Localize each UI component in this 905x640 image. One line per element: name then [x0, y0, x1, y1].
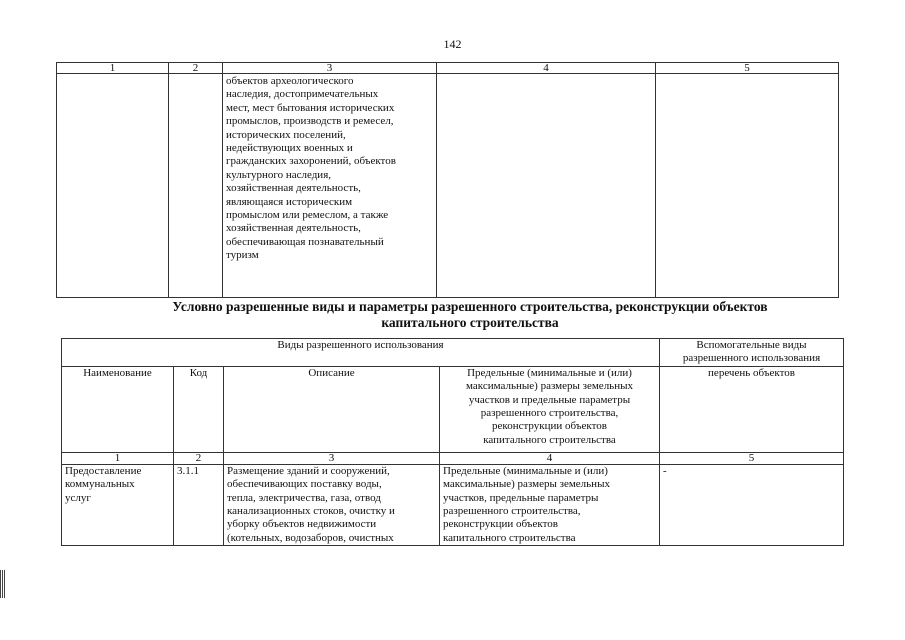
column-number: 4: [437, 63, 656, 74]
header-line: капитального строительства: [483, 433, 616, 446]
text-line: недействующих военных и: [226, 142, 353, 155]
header-line: Вспомогательные виды: [696, 339, 807, 351]
column-header-objects: перечень объектов: [660, 366, 844, 452]
column-number-row: [57, 63, 839, 74]
code-cell: 3.1.1: [174, 464, 224, 545]
text-line: мест, мест бытования исторических: [226, 101, 395, 114]
column-number: 5: [656, 63, 839, 74]
text-line: максимальные) размеры земельных: [443, 478, 610, 491]
text-line: Предоставление: [65, 464, 142, 477]
page-number: 142: [443, 37, 462, 51]
column-number: 2: [169, 63, 223, 74]
column-header-row: [62, 366, 844, 452]
continuation-table: [56, 62, 839, 298]
text-line: участков, предельные параметры: [443, 491, 599, 504]
objects-cell: [656, 74, 839, 298]
column-number: 3: [223, 63, 437, 74]
group-header-main: Виды разрешенного использования: [62, 339, 660, 367]
section-heading-line: капитального строительства: [381, 315, 559, 330]
conditional-use-table: [61, 338, 844, 546]
text-line: туризм: [226, 249, 259, 262]
name-cell: [62, 464, 174, 545]
column-header-code: Код: [174, 366, 224, 452]
objects-cell: -: [660, 464, 844, 545]
column-header-description: Описание: [224, 366, 440, 452]
text-line: канализационных стоков, очистку и: [227, 505, 395, 518]
text-line: являющаяся историческим: [226, 195, 353, 208]
text-line: услуг: [65, 491, 91, 504]
text-line: хозяйственная деятельность,: [226, 222, 361, 235]
text-line: обеспечивающих поставку воды,: [227, 478, 382, 491]
column-header-name: Наименование: [62, 366, 174, 452]
column-number: 3: [224, 452, 440, 464]
text-line: реконструкции объектов: [443, 518, 558, 531]
header-line: Предельные (минимальные и (или): [467, 366, 632, 379]
group-header-row: [62, 339, 844, 367]
text-line: (котельных, водозаборов, очистных: [227, 531, 394, 544]
text-line: капитального строительства: [443, 531, 576, 544]
column-number: 1: [57, 63, 169, 74]
table-row: [57, 74, 839, 298]
text-line: наследия, достопримечательных: [226, 88, 379, 101]
header-line: реконструкции объектов: [492, 420, 607, 433]
text-line: уборку объектов недвижимости: [227, 518, 377, 531]
group-header-aux: [660, 339, 844, 367]
column-number: 2: [174, 452, 224, 464]
description-cell: [223, 74, 437, 298]
name-cell: [57, 74, 169, 298]
header-line: разрешенного строительства,: [480, 407, 619, 420]
section-heading-line: Условно разрешенные виды и параметры разрешенного строительства, реконструкции объектов: [172, 299, 768, 314]
section-heading: [90, 299, 850, 331]
text-line: коммунальных: [65, 478, 135, 491]
text-line: промыслов, производств и ремесел,: [226, 115, 394, 128]
header-line: разрешенного использования: [682, 352, 821, 365]
limits-cell: [440, 464, 660, 545]
header-line: максимальные) размеры земельных: [466, 380, 633, 393]
column-number: 1: [62, 452, 174, 464]
text-line: гражданских захоронений, объектов: [226, 155, 396, 168]
column-number: 4: [440, 452, 660, 464]
code-cell: [169, 74, 223, 298]
text-line: исторических поселений,: [226, 128, 346, 141]
column-number: 5: [660, 452, 844, 464]
column-header-limits: [440, 366, 660, 452]
limits-cell: [437, 74, 656, 298]
header-line: участков и предельные параметры: [468, 393, 631, 406]
text-line: тепла, электричества, газа, отвод: [227, 491, 381, 504]
text-line: Предельные (минимальные и (или): [443, 464, 608, 477]
text-line: объектов археологического: [226, 75, 354, 87]
text-line: разрешенного строительства,: [443, 505, 581, 518]
text-line: культурного наследия,: [226, 168, 331, 181]
table-row: [62, 464, 844, 545]
scan-edge-marks: [0, 570, 6, 598]
text-line: хозяйственная деятельность,: [226, 182, 361, 195]
column-number-row: [62, 452, 844, 464]
description-cell: [224, 464, 440, 545]
text-line: Размещение зданий и сооружений,: [227, 464, 390, 477]
text-line: обеспечивающая познавательный: [226, 235, 384, 248]
text-line: промыслом или ремеслом, а также: [226, 209, 389, 222]
